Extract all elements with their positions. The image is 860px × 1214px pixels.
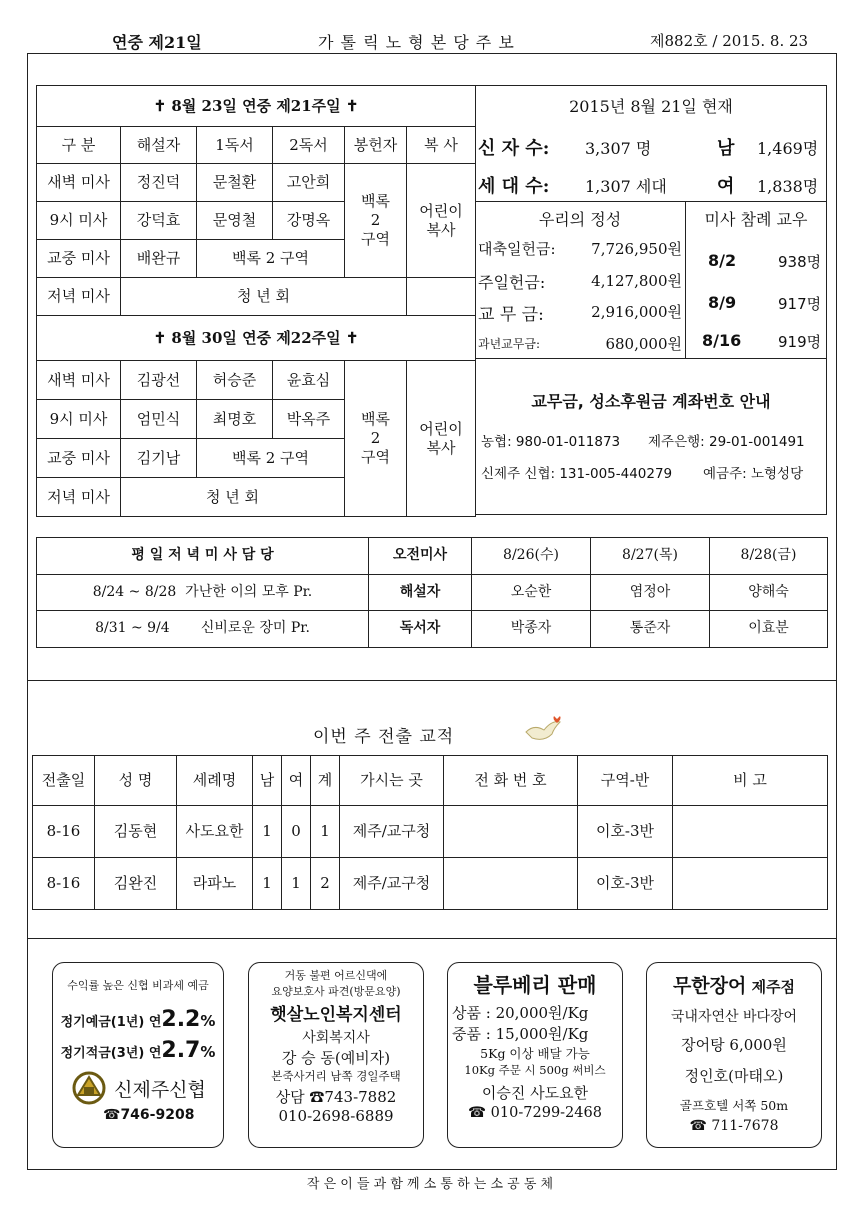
altar-servers: 어린이 복사 xyxy=(407,164,476,278)
reader2: 윤효심 xyxy=(273,361,345,400)
col-header: 1독서 xyxy=(197,127,273,164)
table-cell: 1 xyxy=(253,806,282,858)
ad-credit-union xyxy=(52,962,224,1148)
col-header: 남 xyxy=(253,756,282,806)
ad-eel-restaurant xyxy=(646,962,822,1148)
mass-label: 9시 미사 xyxy=(37,400,121,439)
role: 해설자 xyxy=(369,575,472,611)
readers-group: 백록 2 구역 xyxy=(197,240,345,278)
period-group: 8/24 ~ 8/28 가난한 이의 모후 Pr. xyxy=(37,575,369,611)
table-cell xyxy=(673,806,828,858)
bank-account: 농협: 980-01-011873 xyxy=(481,434,621,450)
attendance-count: 919명 xyxy=(778,333,822,351)
table-cell xyxy=(444,806,578,858)
table-cell: 8-16 xyxy=(33,858,95,910)
col-header: 구역-반 xyxy=(578,756,673,806)
col-header: 해설자 xyxy=(121,127,197,164)
date-header: 8/27(목) xyxy=(591,538,710,575)
ad-title: 무한장어 제주점 xyxy=(672,975,796,997)
bulletin-title: 가 톨 릭 노 형 본 당 주 보 xyxy=(318,33,515,52)
assignee: 통준자 xyxy=(591,611,710,648)
ad-text: 5Kg 이상 배달 가능 xyxy=(480,1046,590,1061)
stats-date: 2015년 8월 21일 현재 xyxy=(569,97,733,116)
mass-label: 9시 미사 xyxy=(37,202,121,240)
assignee: 양해숙 xyxy=(710,575,828,611)
ad-text: 요양보호사 파견(방문요양) xyxy=(271,985,401,998)
table-cell: 이호-3반 xyxy=(578,858,673,910)
ad-text: 사회복지사 xyxy=(302,1030,370,1046)
readers-group: 백록 2 구역 xyxy=(197,439,345,478)
role: 독서자 xyxy=(369,611,472,648)
divider xyxy=(475,201,827,202)
offering-label: 대축일헌금: xyxy=(478,240,556,258)
offering-value: 7,726,950원 xyxy=(591,240,682,258)
commentator: 김광선 xyxy=(121,361,197,400)
table-cell xyxy=(673,858,828,910)
col-header: 계 xyxy=(311,756,340,806)
assignee: 박종자 xyxy=(472,611,591,648)
table-cell: 0 xyxy=(282,806,311,858)
ad-text: 이승진 사도요한 xyxy=(481,1084,589,1102)
reader1: 문철환 xyxy=(197,164,273,202)
reader1: 문영철 xyxy=(197,202,273,240)
female-count: 1,838명 xyxy=(757,177,819,196)
commentator: 정진덕 xyxy=(121,164,197,202)
ad-phone: ☎ 711-7678 xyxy=(689,1118,779,1134)
table-cell: 사도요한 xyxy=(177,806,253,858)
weekday-title: 평 일 저 녁 미 사 담 당 xyxy=(37,538,369,575)
female-label: 여 xyxy=(717,176,735,197)
date-header: 8/28(금) xyxy=(710,538,828,575)
header-left: 연중 제21일 xyxy=(112,33,202,52)
ad-phone: ☎ 010-7299-2468 xyxy=(468,1105,602,1121)
table-cell: 1 xyxy=(282,858,311,910)
ad-text: 강 승 동(예비자) xyxy=(281,1049,391,1067)
commentator: 배완규 xyxy=(121,240,197,278)
attendance-date: 8/16 xyxy=(702,331,742,350)
reader2: 박옥주 xyxy=(273,400,345,439)
offertory-group: 백록 2 구역 xyxy=(345,164,407,278)
offering-value: 4,127,800원 xyxy=(591,272,682,290)
ad-title: 햇살노인복지센터 xyxy=(270,1005,402,1025)
col-header: 세례명 xyxy=(177,756,253,806)
mass-label: 새벽 미사 xyxy=(37,361,121,400)
table-cell: 김동현 xyxy=(95,806,177,858)
mass-label: 교중 미사 xyxy=(37,439,121,478)
col-header: 전출일 xyxy=(33,756,95,806)
table-cell: 이호-3반 xyxy=(578,806,673,858)
male-label: 남 xyxy=(717,138,735,159)
ad-text: 중품 : 15,000원/Kg xyxy=(452,1025,589,1043)
ad-rate-line: 정기적금(3년) 연2.7% xyxy=(60,1038,216,1063)
offering-label: 주일헌금: xyxy=(478,273,546,292)
mass-label: 저녁 미사 xyxy=(37,278,121,316)
table-cell: 제주/교구청 xyxy=(340,858,444,910)
attendance-title: 미사 참례 교우 xyxy=(704,210,808,229)
youth-group: 청 년 회 xyxy=(121,278,407,316)
week2-title: ✝ 8월 30일 연중 제22주일 ✝ xyxy=(37,316,476,361)
believers-count: 3,307 명 xyxy=(585,139,652,158)
offering-label: 교 무 금: xyxy=(478,305,544,325)
credit-union-name: 신제주신협 xyxy=(114,1078,206,1101)
reader2: 강명옥 xyxy=(273,202,345,240)
attendance-date: 8/2 xyxy=(708,251,737,270)
credit-union-logo-icon xyxy=(70,1071,108,1105)
reader1: 허승준 xyxy=(197,361,273,400)
mass-label: 새벽 미사 xyxy=(37,164,121,202)
altar-servers: 어린이 복사 xyxy=(407,361,476,517)
ad-text: 거동 불편 어르신댁에 xyxy=(284,969,388,982)
dove-icon xyxy=(522,712,564,744)
bank-title: 교무금, 성소후원금 계좌번호 안내 xyxy=(531,392,771,411)
issue-number: 제882호 / 2015. 8. 23 xyxy=(650,32,809,50)
attendance-date: 8/9 xyxy=(708,293,737,312)
period-group: 8/31 ~ 9/4 신비로운 장미 Pr. xyxy=(37,611,369,648)
offering-title: 우리의 정성 xyxy=(538,210,622,229)
ad-text: 장어탕 6,000원 xyxy=(681,1036,787,1054)
date-header: 8/26(수) xyxy=(472,538,591,575)
commentator: 엄민식 xyxy=(121,400,197,439)
footer-slogan: 작 은 이 들 과 함 께 소 통 하 는 소 공 동 체 xyxy=(306,1177,554,1192)
divider xyxy=(475,358,827,359)
youth-group: 청 년 회 xyxy=(121,478,345,517)
attendance-count: 938명 xyxy=(778,253,822,271)
mass-schedule-table xyxy=(36,85,476,517)
divider xyxy=(27,680,837,681)
ad-rate-line: 정기예금(1년) 연2.2% xyxy=(60,1007,216,1032)
table-cell: 2 xyxy=(311,858,340,910)
believers-label: 신 자 수: xyxy=(478,138,550,159)
col-header: 여 xyxy=(282,756,311,806)
offering-value: 680,000원 xyxy=(605,335,682,353)
col-header: 2독서 xyxy=(273,127,345,164)
ad-phone: 상담 ☎743-7882 xyxy=(275,1088,397,1106)
bank-account: 신제주 신협: 131-005-440279 xyxy=(481,466,673,482)
weekday-mass-table xyxy=(36,537,828,648)
mass-label: 저녁 미사 xyxy=(37,478,121,517)
offertory-group: 백록 2 구역 xyxy=(345,361,407,517)
mass-label: 교중 미사 xyxy=(37,240,121,278)
offering-label: 과년교무금: xyxy=(478,337,541,351)
ad-title: 블루베리 판매 xyxy=(473,973,597,997)
assignee: 이효분 xyxy=(710,611,828,648)
week1-title: ✝ 8월 23일 연중 제21주일 ✝ xyxy=(37,86,476,127)
account-holder: 예금주: 노형성당 xyxy=(703,466,804,482)
transfer-table xyxy=(32,755,828,910)
col-header: 복 사 xyxy=(407,127,476,164)
assignee: 오순한 xyxy=(472,575,591,611)
ad-blueberry xyxy=(447,962,623,1148)
col-header: 성 명 xyxy=(95,756,177,806)
table-cell: 1 xyxy=(253,858,282,910)
households-count: 1,307 세대 xyxy=(585,177,667,196)
reader2: 고안희 xyxy=(273,164,345,202)
ad-text: 골프호텔 서쪽 50m xyxy=(679,1098,789,1113)
empty-cell xyxy=(407,278,476,316)
col-header: 비 고 xyxy=(673,756,828,806)
ad-text: 수익률 높은 신협 비과세 예금 xyxy=(67,979,209,992)
table-cell: 1 xyxy=(311,806,340,858)
assignee: 염정아 xyxy=(591,575,710,611)
ad-welfare-center xyxy=(248,962,424,1148)
commentator: 강덕효 xyxy=(121,202,197,240)
col-header: 구 분 xyxy=(37,127,121,164)
morning-mass-header: 오전미사 xyxy=(369,538,472,575)
attendance-count: 917명 xyxy=(778,295,822,313)
table-cell: 라파노 xyxy=(177,858,253,910)
col-header: 가시는 곳 xyxy=(340,756,444,806)
households-label: 세 대 수: xyxy=(478,176,550,197)
ad-phone: 010-2698-6889 xyxy=(278,1107,394,1125)
ad-phone: ☎746-9208 xyxy=(103,1107,195,1123)
table-cell: 8-16 xyxy=(33,806,95,858)
male-count: 1,469명 xyxy=(757,139,819,158)
ad-text: 상품 : 20,000원/Kg xyxy=(452,1004,589,1022)
reader1: 최명호 xyxy=(197,400,273,439)
commentator: 김기남 xyxy=(121,439,197,478)
ad-text: 정인호(마태오) xyxy=(684,1067,784,1085)
ad-text: 10Kg 주문 시 500g 써비스 xyxy=(464,1063,606,1077)
table-cell: 김완진 xyxy=(95,858,177,910)
col-header: 전 화 번 호 xyxy=(444,756,578,806)
transfer-title: 이번 주 전출 교적 xyxy=(313,727,455,747)
col-header: 봉헌자 xyxy=(345,127,407,164)
table-cell: 제주/교구청 xyxy=(340,806,444,858)
ad-text: 국내자연산 바다장어 xyxy=(670,1009,798,1025)
offering-value: 2,916,000원 xyxy=(591,303,682,321)
bank-account: 제주은행: 29-01-001491 xyxy=(648,434,805,450)
table-cell xyxy=(444,858,578,910)
ad-text: 본죽사거리 남쪽 경일주택 xyxy=(271,1069,401,1083)
divider xyxy=(27,938,837,939)
